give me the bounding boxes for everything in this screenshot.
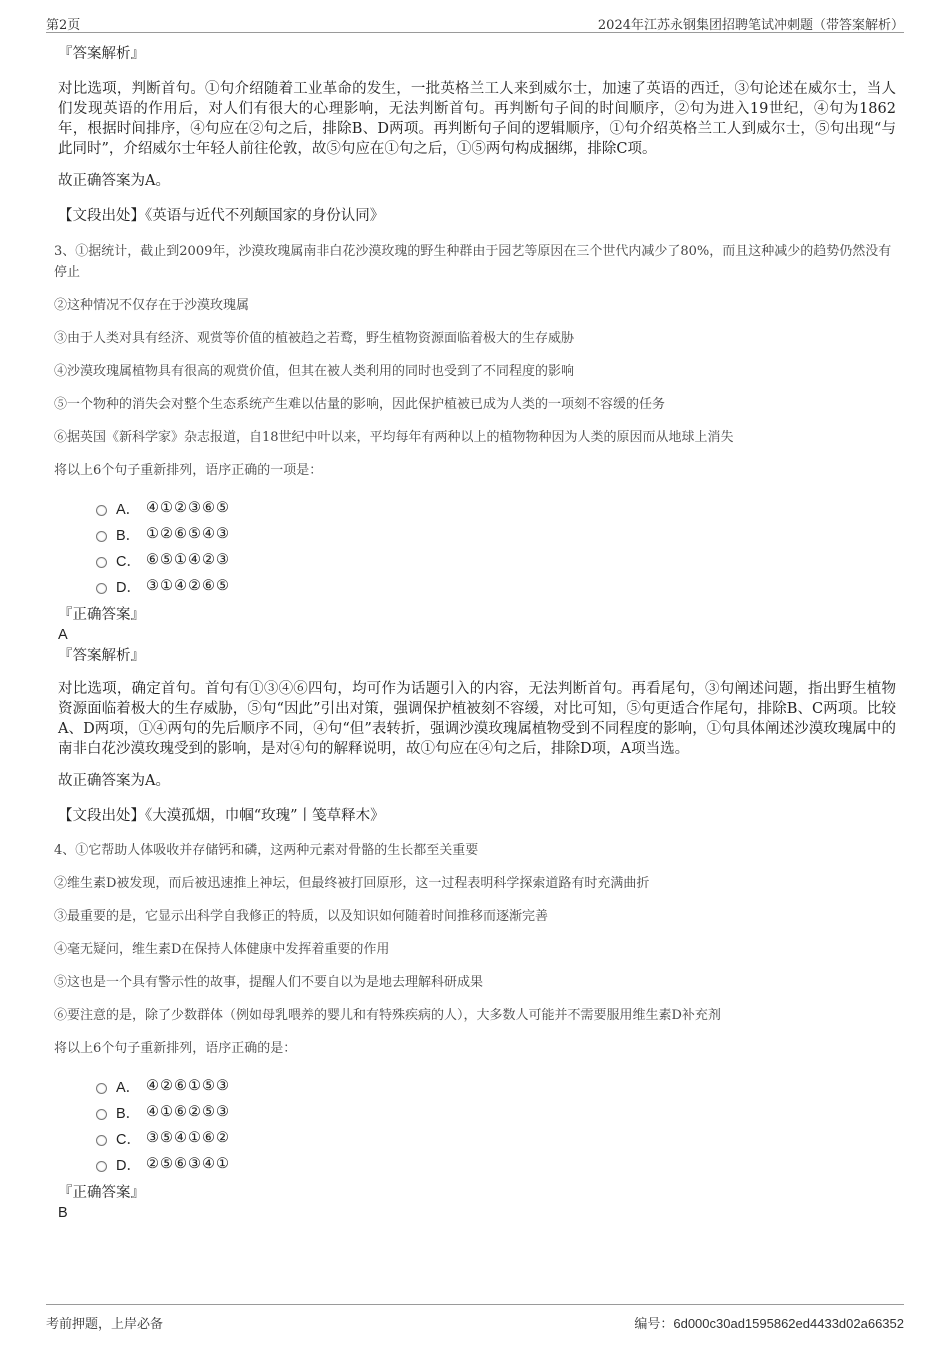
option-letter: B． <box>116 1105 141 1122</box>
analysis-text: 对比选项，判断首句。①句介绍随着工业革命的发生，一批英格兰工人来到威尔士，加速了英语的西迁，③句论述在威尔士，当人们发现英语的作用后，对人们有很大的心理影响，无法判断首句。再判断句子间的时间顺序，②句为进入19世纪，④句为1862年，根据时间排序，④句应在②句之后，排除B、D两项。再判断句子间的逻辑顺序，①句介绍英格兰工人到威尔士，⑤句出现“与此同时”，介绍威尔士年轻人前往伦敦，故⑤句应在①句之后，①⑤两句构成捆绑，排除C项。 <box>58 81 896 157</box>
source-citation: 【文段出处】《英语与近代不列颠国家的身份认同》 <box>58 208 385 224</box>
radio-button[interactable] <box>96 1109 107 1120</box>
sentence-3: ③最重要的是，它显示出科学自我修正的特质，以及知识如何随着时间推移而逐渐完善 <box>54 909 549 924</box>
option-text: ②⑤⑥③④① <box>146 1156 230 1172</box>
answer-conclusion: 故正确答案为A。 <box>58 173 170 189</box>
question-stem: 4、①它帮助人体吸收并存储钙和磷，这两种元素对骨骼的生长都至关重要 <box>54 843 479 858</box>
question-3 <box>54 241 896 826</box>
sentence-5: ⑤这也是一个具有警示性的故事，提醒人们不要自以为是地去理解科研成果 <box>54 975 484 990</box>
option-text: ③⑤④①⑥② <box>146 1130 230 1146</box>
radio-button[interactable] <box>96 531 107 542</box>
sentence-5: ⑤一个物种的消失会对整个生态系统产生难以估量的影响，因此保护植被已成为人类的一项刻不容缓的任务 <box>54 397 666 412</box>
question-prompt: 将以上6个句子重新排列，语序正确的一项是： <box>54 463 323 478</box>
option-letter: D． <box>116 1157 141 1174</box>
source-citation: 【文段出处】《大漠孤烟，巾帼“玫瑰”丨笺草释木》 <box>58 808 385 824</box>
page-content <box>54 44 896 1222</box>
option-b[interactable] <box>96 521 896 547</box>
option-letter: D． <box>116 579 141 596</box>
page-header <box>46 12 904 33</box>
option-text: ④②⑥①⑤③ <box>146 1078 230 1094</box>
option-c[interactable] <box>96 547 896 573</box>
analysis-tag: 『答案解析』 <box>58 648 145 664</box>
option-a[interactable] <box>96 1073 896 1099</box>
option-b[interactable] <box>96 1099 896 1125</box>
correct-answer: B <box>58 1205 68 1221</box>
correct-answer-tag: 『正确答案』 <box>58 607 145 623</box>
option-c[interactable] <box>96 1125 896 1151</box>
code-value: 6d000c30ad1595862ed4433d02a66352 <box>673 1316 904 1331</box>
option-d[interactable] <box>96 573 896 599</box>
analysis-text: 对比选项，确定首句。首句有①③④⑥四句，均可作为话题引入的内容，无法判断首句。再看尾句，③句阐述问题，指出野生植物资源面临着极大的生存威胁，⑤句“因此”引出对策，强调保护植被刻不容缓，对比可知，⑤句更适合作尾句，排除B、C两项。比较A、D两项，①④两句的先后顺序不同，④句“但”表转折，强调沙漠玫瑰属植物受到不同程度的影响，①句具体阐述沙漠玫瑰属中的南非白花沙漠玫瑰受到的影响，是对④句的解释说明，故①句应在④句之后，排除D项，A项当选。 <box>58 681 896 757</box>
radio-button[interactable] <box>96 505 107 516</box>
correct-answer: A <box>58 627 68 643</box>
radio-button[interactable] <box>96 1135 107 1146</box>
answer-conclusion: 故正确答案为A。 <box>58 773 170 789</box>
option-letter: C． <box>116 1131 141 1148</box>
page-number: 第2页 <box>46 18 81 33</box>
sentence-2: ②这种情况不仅存在于沙漠玫瑰属 <box>54 298 250 313</box>
sentence-6: ⑥要注意的是，除了少数群体（例如母乳喂养的婴儿和有特殊疾病的人），大多数人可能并不需要服用维生素D补充剂 <box>54 1008 721 1023</box>
radio-button[interactable] <box>96 1161 107 1172</box>
page-footer <box>46 1304 904 1331</box>
option-text: ③①④②⑥⑤ <box>146 578 230 594</box>
radio-button[interactable] <box>96 1083 107 1094</box>
option-text: ⑥⑤①④②③ <box>146 552 230 568</box>
question-stem: 3、①据统计，截止到2009年，沙漠玫瑰属南非白花沙漠玫瑰的野生种群由于园艺等原因在三个世代内减少了80%，而且这种减少的趋势仍然没有停止 <box>54 244 892 280</box>
option-text: ④①⑥②⑤③ <box>146 1104 230 1120</box>
analysis-tag: 『答案解析』 <box>58 46 145 62</box>
sentence-4: ④毫无疑问，维生素D在保持人体健康中发挥着重要的作用 <box>54 942 390 957</box>
sentence-3: ③由于人类对具有经济、观赏等价值的植被趋之若鹜，野生植物资源面临着极大的生存威胁 <box>54 331 575 346</box>
sentence-4: ④沙漠玫瑰属植物具有很高的观赏价值，但其在被人类利用的同时也受到了不同程度的影响 <box>54 364 575 379</box>
options-list <box>96 495 896 599</box>
option-text: ④①②③⑥⑤ <box>146 500 230 516</box>
code-label: 编号： <box>634 1317 674 1332</box>
option-letter: B． <box>116 527 141 544</box>
sentence-2: ②维生素D被发现，而后被迅速推上神坛，但最终被打回原形，这一过程表明科学探索道路有时充满曲折 <box>54 876 650 891</box>
options-list <box>96 1073 896 1177</box>
option-letter: A． <box>116 501 141 518</box>
correct-answer-tag: 『正确答案』 <box>58 1185 145 1201</box>
document-code <box>634 1313 904 1332</box>
option-letter: A． <box>116 1079 141 1096</box>
option-text: ①②⑥⑤④③ <box>146 526 230 542</box>
question-4 <box>54 840 896 1222</box>
radio-button[interactable] <box>96 557 107 568</box>
option-a[interactable] <box>96 495 896 521</box>
option-d[interactable] <box>96 1151 896 1177</box>
footer-slogan: 考前押题，上岸必备 <box>46 1317 164 1332</box>
question-prompt: 将以上6个句子重新排列，语序正确的是： <box>54 1041 297 1056</box>
radio-button[interactable] <box>96 583 107 594</box>
document-title: 2024年江苏永钢集团招聘笔试冲刺题（带答案解析） <box>597 18 904 33</box>
sentence-6: ⑥据英国《新科学家》杂志报道，自18世纪中叶以来，平均每年有两种以上的植物物种因为人类的原因而从地球上消失 <box>54 430 734 445</box>
option-letter: C． <box>116 553 141 570</box>
analysis-block-prev <box>54 44 896 226</box>
